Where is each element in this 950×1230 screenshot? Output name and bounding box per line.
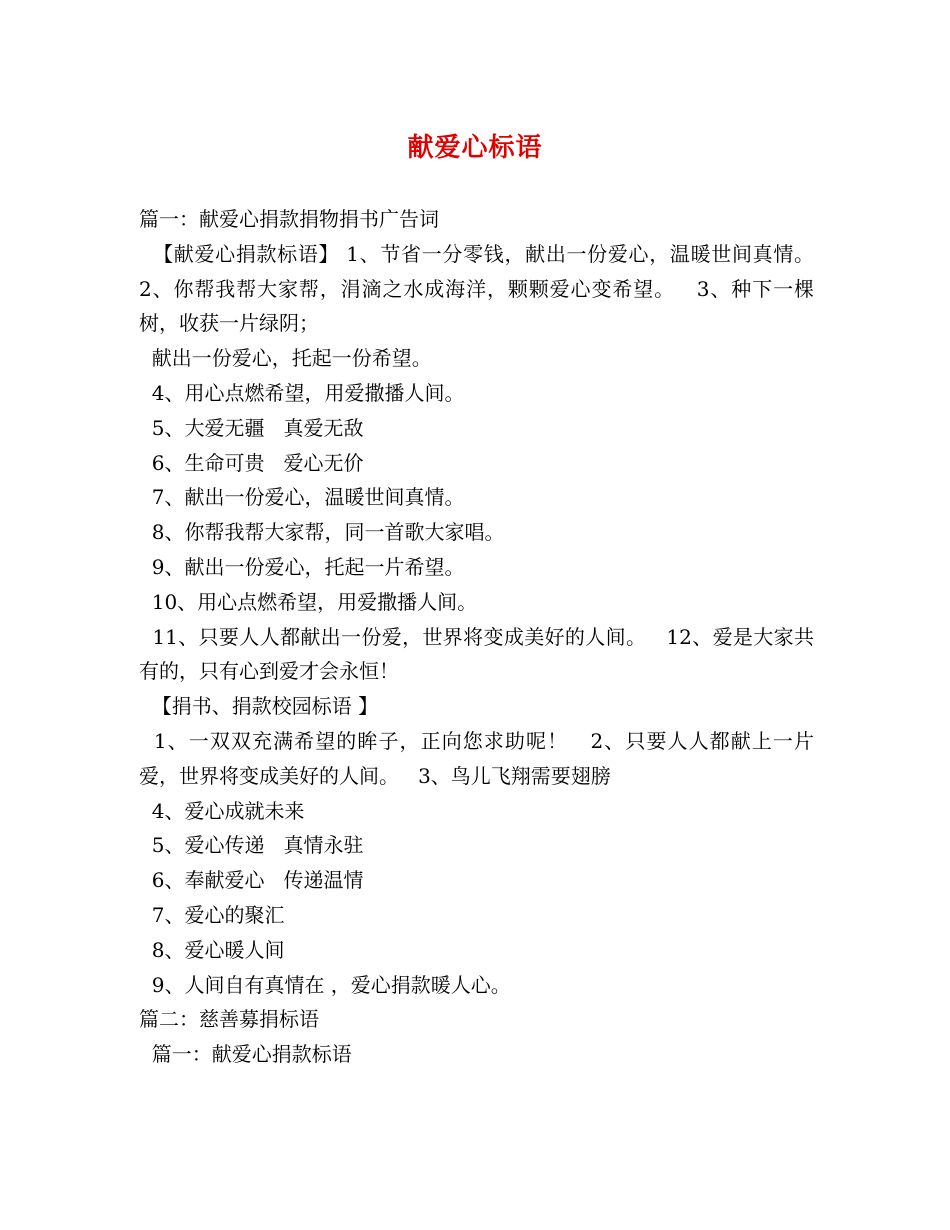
paragraph-line: 5、大爱无疆 真爱无敌 xyxy=(139,415,364,440)
paragraph-line: 4、用心点燃希望，用爱撒播人间。 xyxy=(139,380,465,405)
paragraph-line: 篇一：献爱心捐款标语 xyxy=(139,1042,352,1067)
paragraph-line: 11、只要人人都献出一份爱，世界将变成美好的人间。 12、爱是大家共有的，只有心到爱才会永恒！ xyxy=(139,624,814,684)
subsection-heading: 【捐书、捐款校园标语 】 xyxy=(139,694,379,719)
section-heading: 篇一：献爱心捐款捐物捐书广告词 xyxy=(139,207,439,231)
paragraph-line: 6、生命可贵 爱心无价 xyxy=(139,450,364,475)
paragraph-line: 7、献出一份爱心，温暖世间真情。 xyxy=(139,485,465,510)
paragraph-line: 4、爱心成就未来 xyxy=(139,798,305,823)
section-heading: 篇二：慈善募捐标语 xyxy=(139,1007,319,1032)
paragraph-line: 9、献出一份爱心，托起一片希望。 xyxy=(139,554,465,579)
paragraph-line: 献出一份爱心，托起一份希望。 xyxy=(139,346,432,371)
paragraph-line: 8、爱心暖人间 xyxy=(139,937,285,962)
paragraph-line: 7、爱心的聚汇 xyxy=(139,902,285,927)
document-title: 献爱心标语 xyxy=(407,133,543,163)
paragraph-line: 6、奉献爱心 传递温情 xyxy=(139,868,364,893)
paragraph-line: 9、人间自有真情在 ，爱心捐款暖人心。 xyxy=(139,972,511,997)
document-body xyxy=(139,202,834,1072)
paragraph-line: 8、你帮我帮大家帮，同一首歌大家唱。 xyxy=(139,520,505,545)
paragraph-line: 【献爱心捐款标语】 1、节省一分零钱，献出一份爱心，温暖世间真情。 2、你帮我帮大家帮，涓滴之水成海洋，颗颗爱心变希望。 3、种下一棵树，收获一片绿阴； xyxy=(139,241,834,336)
paragraph-line: 10、用心点燃希望，用爱撒播人间。 xyxy=(139,589,478,614)
paragraph-line: 5、爱心传递 真情永驻 xyxy=(139,833,364,858)
paragraph-line: 1、一双双充满希望的眸子，正向您求助呢！ 2、只要人人都献上一片爱，世界将变成美好的人间。 3、鸟儿飞翔需要翅膀 xyxy=(139,728,814,788)
